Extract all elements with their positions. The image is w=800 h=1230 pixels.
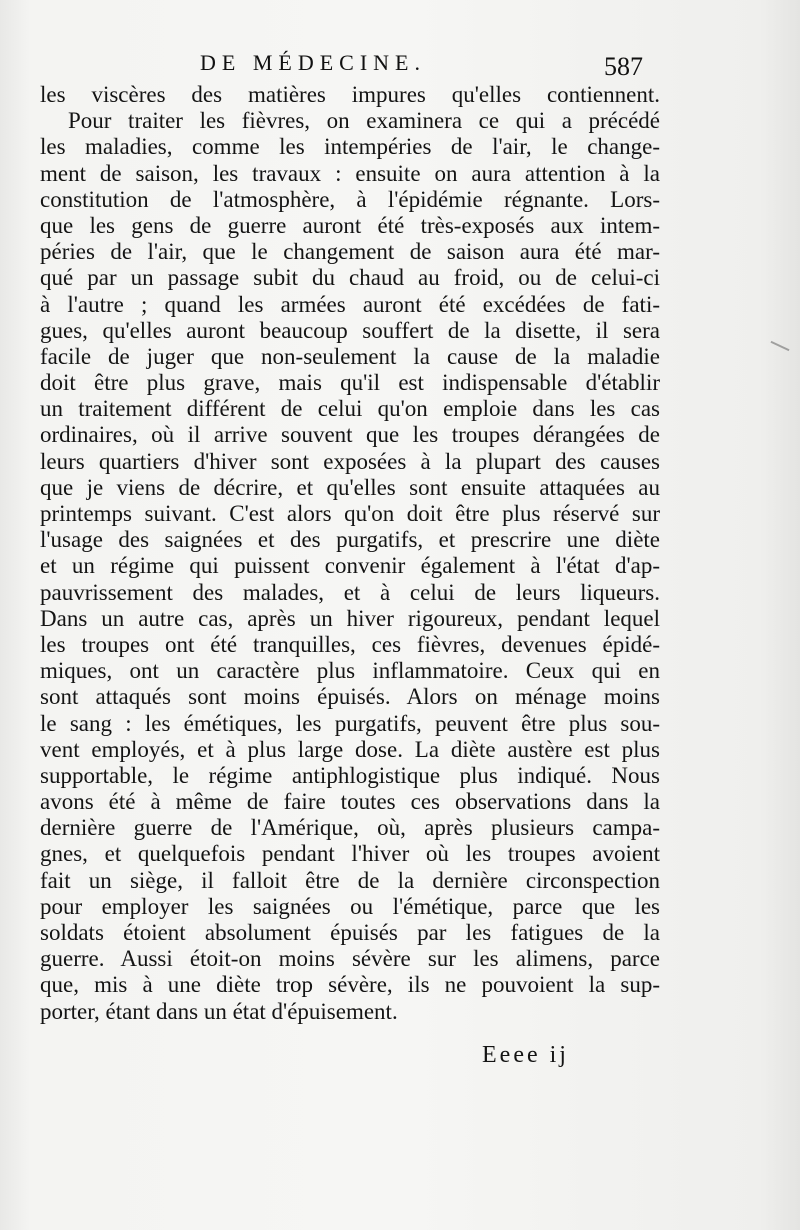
body-text bbox=[40, 82, 660, 1025]
text-line: gues, qu'elles auront beaucoup souffert de la disette, il sera bbox=[40, 317, 660, 343]
signature-mark: Eeee ij bbox=[482, 1042, 569, 1068]
text-line: péries de l'air, que le changement de saison aura été mar- bbox=[40, 239, 660, 265]
text-line: gnes, et quelquefois pendant l'hiver où les troupes avoient bbox=[40, 841, 660, 867]
text-line: qué par un passage subit du chaud au froid, ou de celui-ci bbox=[40, 265, 660, 291]
text-line: facile de juger que non-seulement la cause de la maladie bbox=[40, 343, 660, 369]
text-line: soldats étoient absolument épuisés par les fatigues de la bbox=[40, 920, 660, 945]
page-number: 587 bbox=[604, 52, 643, 81]
text-line: ordinaires, où il arrive souvent que les troupes dérangées de bbox=[40, 422, 660, 448]
text-line: pauvrissement des malades, et à celui de leurs liqueurs. bbox=[40, 579, 660, 605]
text-line: doit être plus grave, mais qu'il est indispensable d'établir bbox=[40, 370, 660, 396]
text-line: fait un siège, il falloit être de la dernière circonspection bbox=[40, 867, 660, 893]
text-line: et un régime qui puissent convenir également à l'état d'ap- bbox=[40, 553, 660, 579]
text-line: un traitement différent de celui qu'on emploie dans les cas bbox=[40, 396, 660, 422]
text-line: à l'autre ; quand les armées auront été excédées de fati- bbox=[40, 291, 660, 317]
text-line: les viscères des matières impures qu'elles contiennent. bbox=[40, 82, 660, 107]
text-line: constitution de l'atmosphère, à l'épidémie régnante. Lors- bbox=[40, 186, 660, 212]
text-line: supportable, le régime antiphlogistique plus indiqué. Nous bbox=[40, 762, 660, 788]
text-line: les maladies, comme les intempéries de l'air, le change- bbox=[40, 134, 660, 160]
text-line: sont attaqués sont moins épuisés. Alors on ménage moins bbox=[40, 684, 660, 710]
text-line: le sang : les émétiques, les purgatifs, peuvent être plus sou- bbox=[40, 710, 660, 736]
text-line: guerre. Aussi étoit-on moins sévère sur les alimens, parce bbox=[40, 946, 660, 972]
text-line: Dans un autre cas, après un hiver rigoureux, pendant lequel bbox=[40, 605, 660, 631]
text-line: vent employés, et à plus large dose. La diète austère est plus bbox=[40, 736, 660, 762]
text-line: dernière guerre de l'Amérique, où, après plusieurs campa- bbox=[40, 815, 660, 841]
running-title: DE MÉDECINE. bbox=[200, 50, 426, 75]
text-line: les troupes ont été tranquilles, ces fièvres, devenues épidé- bbox=[40, 631, 660, 657]
text-line: miques, ont un caractère plus inflammatoire. Ceux qui en bbox=[40, 658, 660, 684]
text-line: que, mis à une diète trop sévère, ils ne pouvoient la sup- bbox=[40, 972, 660, 998]
margin-mark bbox=[771, 341, 790, 351]
text-line: porter, étant dans un état d'épuisement. bbox=[40, 998, 398, 1024]
text-line: Pour traiter les fièvres, on examinera ce qui a précédé bbox=[68, 108, 660, 134]
text-line: ment de saison, les travaux : ensuite on aura attention à la bbox=[40, 160, 660, 186]
text-line: printemps suivant. C'est alors qu'on doit être plus réservé sur bbox=[40, 501, 660, 526]
text-line: leurs quartiers d'hiver sont exposées à la plupart des causes bbox=[40, 448, 660, 474]
text-line: pour employer les saignées ou l'émétique, parce que les bbox=[40, 893, 660, 919]
text-line: que je viens de décrire, et qu'elles sont ensuite attaquées au bbox=[40, 474, 660, 500]
text-line: avons été à même de faire toutes ces observations dans la bbox=[40, 789, 660, 815]
text-line: l'usage des saignées et des purgatifs, et prescrire une diète bbox=[40, 527, 660, 553]
text-line: que les gens de guerre auront été très-exposés aux intem- bbox=[40, 212, 660, 238]
